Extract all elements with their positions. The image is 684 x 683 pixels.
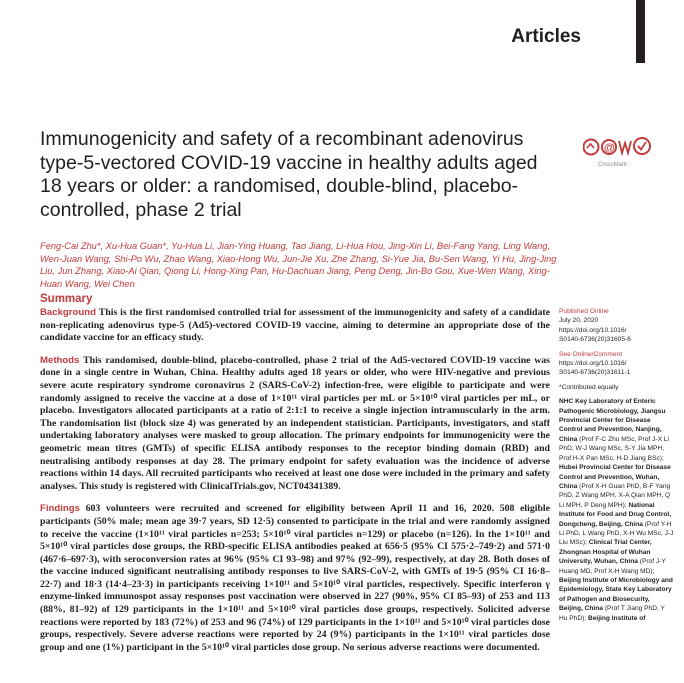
affiliation-members: (Prof Y-H Li PhD, L Wang PhD, X-H Wu MSc, J-J Liu MSc); bbox=[559, 520, 674, 547]
contributed-note: *Contributed equally bbox=[559, 383, 619, 391]
crossmark-label: CrossMark bbox=[598, 162, 628, 168]
findings-heading: Findings bbox=[40, 503, 80, 515]
affiliation-members: (Prof J-Y Huang MD, Prof X-H Wang MD); bbox=[559, 558, 666, 575]
affiliation-members: (Prof X-H Guan PhD, B-F Yang PhD, Z Wang MPH, X-A Qian MPH, Q Li MPH, P Deng MPH); bbox=[559, 482, 671, 509]
affiliation-name: Beijing Institute of bbox=[587, 614, 646, 622]
background-text: This is the first randomised controlled trial for assessment of the immunogenicity and safety of a candidate non-replicating adenovirus type-5 (Ad5)-vectored COVID-19 vaccine, aiming to determine an appropriate dose of the candidate vaccine for an efficacy study. bbox=[40, 307, 550, 344]
affiliation-name: National Institute for Food and Drug Control, Dongcheng, Beijing, China bbox=[559, 501, 672, 528]
crossmark-icon[interactable] bbox=[583, 131, 653, 163]
affiliation-name: Beijing Institute of Microbiology and Epidemiology, State Key Laboratory of Pathogen and Biosecurity, Beijing, China bbox=[559, 576, 673, 613]
svg-text:@: @ bbox=[604, 142, 615, 154]
badge-icons bbox=[584, 138, 651, 155]
summary-heading: Summary bbox=[40, 293, 93, 305]
methods-text: This randomised, double-blind, placebo-controlled, phase 2 trial of the Ad5-vectored COVID-19 vaccine was done in a single centre in Wuhan, China. Healthy adults aged 18 years or older, who were HIV-negative and previous severe acute respiratory syndrome coronavirus 2 (SARS-CoV-2) infection-free, were eligible to participate and were randomly assigned to receive the vaccine at a dose of 1×10¹¹ viral particles per mL or 5×10¹⁰ viral particles per mL, or placebo. Investigators allocated participants at a ratio of 2:1:1 to receive a single injection intramuscularly in the arm. The randomisation list (block size 4) was generated by an independent statistician. Participants, investigators, and staff undertaking laboratory analyses were masked to group allocation. The primary endpoints for immunogenicity were the geometric mean titres (GMTs) of specific ELISA antibody responses to the receptor binding domain (RBD) and neutralising antibody responses at day 28. The primary endpoint for safety evaluation was the incidence of adverse reactions within 14 days. All recruited participants who received at least one dose were included in the primary and safety analyses. This study is registered with ClinicalTrials.gov, NCT04341389. bbox=[40, 354, 550, 492]
comment-label[interactable]: See Online/Comment bbox=[559, 350, 623, 358]
section-label: Articles bbox=[511, 26, 581, 47]
article-title: Immunogenicity and safety of a recombinant adenovirus type-5-vectored COVID-19 vaccine in healthy adults aged 18 years or older: a randomised, double-blind, placebo-controlled, phase 2 trial bbox=[40, 128, 538, 221]
affiliation-name: NHC Key Laboratory of Enteric Pathogenic Microbiology, Jiangsu Provincial Center for Disease Control and Prevention, Nanjing, China bbox=[559, 398, 666, 443]
methods-heading: Methods bbox=[40, 354, 80, 366]
findings-paragraph bbox=[40, 503, 550, 654]
affiliations bbox=[559, 397, 674, 623]
header-bar bbox=[0, 0, 645, 63]
comment-doi-line-1[interactable]: https://doi.org/10.1016/ bbox=[559, 360, 627, 368]
published-date: July 20, 2020 bbox=[559, 317, 599, 325]
article-sidebar bbox=[559, 307, 674, 623]
methods-paragraph bbox=[40, 355, 550, 494]
abstract bbox=[40, 307, 550, 664]
published-label: Published Online bbox=[559, 308, 609, 315]
affiliation-members: (Prof T Jiang PhD, Y Hu PhD); bbox=[559, 605, 665, 622]
findings-text: 603 volunteers were recruited and screened for eligibility between April 11 and 16, 2020. 508 eligible participants (50% male; mean age 39·7 years, SD 12·5) consented to participate in the trial and were randomly assigned to receive the vaccine (1×10¹¹ viral particles n=253; 5×10¹⁰ viral particles n=129) or placebo (n=126). In the 1×10¹¹ and 5×10¹⁰ viral particles dose groups, the RBD-specific ELISA antibodies peaked at 656·5 (95% CI 575·2–749·2) and 571·0 (467·6–697·3), with seroconversion rates at 96% (95% CI 93–98) and 97% (92–99), respectively, at day 28. Both doses of the vaccine induced significant neutralising antibody responses to live SARS-CoV-2, with GMTs of 19·5 (95% CI 16·8–22·7) and 18·3 (14·4–23·3) in participants receiving 1×10¹¹ and 5×10¹⁰ viral particles, respectively. Specific interferon γ enzyme-linked immunospot assay responses post vaccination were observed in 227 (90%, 95% CI 85–93) of 253 and 113 (88%, 81–92) of 129 participants in the 1×10¹¹ and 5×10¹⁰ viral particles dose groups, respectively. Solicited adverse reactions were reported by 183 (72%) of 253 and 96 (74%) of 129 participants in the 1×10¹¹ and 5×10¹⁰ viral particles dose groups, respectively. Severe adverse reactions were reported by 24 (9%) participants in the 1×10¹¹ viral particles dose group and one (1%) participant in the 5×10¹⁰ viral particles dose group. No serious adverse reactions were documented. bbox=[40, 503, 550, 653]
comment-doi-line-2[interactable]: S0140-6736(20)31611-1 bbox=[559, 369, 631, 377]
affiliation-members: (Prof F-C Zhu MSc, Prof J-X Li PhD, W-J Wang MSc, S-Y Jia MPH, Prof H-X Pan MSc, H-D Jiang BSc); bbox=[559, 435, 669, 462]
doi-link-line-2[interactable]: S0140-6736(20)31605-6 bbox=[559, 336, 631, 344]
background-paragraph bbox=[40, 307, 550, 345]
affiliation-name: Clinical Trial Center, Zhongnan Hospital of Wuhan University, Wuhan, China bbox=[559, 539, 652, 566]
doi-link-line-1[interactable]: https://doi.org/10.1016/ bbox=[559, 326, 627, 334]
affiliation-name: Hubei Provincial Center for Disease Control and Prevention, Wuhan, China bbox=[559, 464, 671, 490]
author-list: Feng-Cai Zhu*, Xu-Hua Guan*, Yu-Hua Li, Jian-Ying Huang, Tao Jiang, Li-Hua Hou, Jing-Xin Li, Bei-Fang Yang, Ling Wang, Wen-Juan Wang, Shi-Po Wu, Zhao Wang, Xiao-Hong Wu, Jun-Jie Xu, Zhe Zhang, Si-Yue Jia, Bu-Sen Wang, Yi Hu, Jing-Jing Liu, Jun Zhang, Xiao-Ai Qian, Qiong Li, Hong-Xing Pan, Hu-Dachuan Jiang, Peng Deng, Jin-Bo Gou, Xue-Wen Wang, Xing-Huan Wang, Wei Chen bbox=[40, 241, 557, 289]
background-heading: Background bbox=[40, 307, 96, 318]
